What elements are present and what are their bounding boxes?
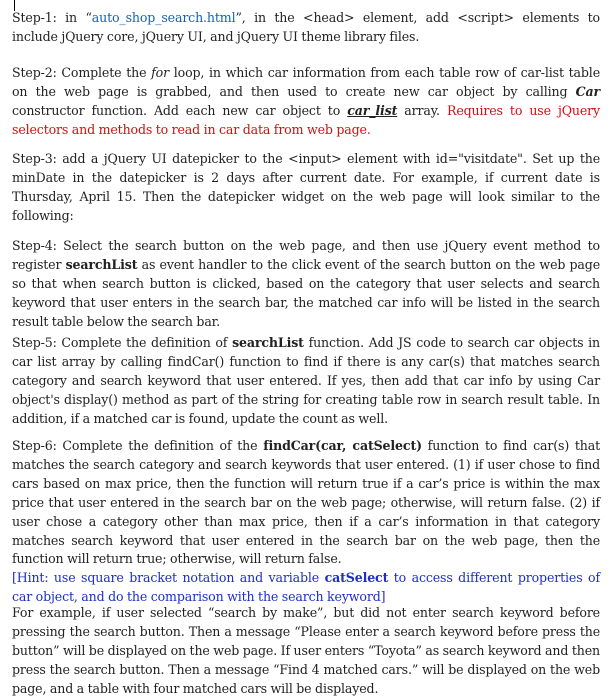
car-constructor-keyword: Car: [575, 83, 600, 99]
car-list-keyword: car_list: [347, 102, 398, 118]
example-paragraph: For example, if user selected “search by make”, but did not enter search keyword before pressing the search button. Then a message “Please enter a search keyword before press the button” will be displayed on the web page. If user enters “Toyota” as search keyword and then press the search button. Then a message “Find 4 matched cars.” will be displayed on the web page, and a table with four matched cars will be displayed.: [12, 605, 600, 696]
for-keyword: for: [151, 65, 169, 80]
step-2-text-b: loop, in which car information from each table row of car-list table on the web page is grabbed, and then used to create new car object by calling: [12, 65, 600, 99]
filename-link: auto_shop_search.html: [91, 10, 236, 25]
jquery-requirement-note: Requires to use jQuery selectors and methods to read in car data from web page.: [12, 102, 600, 137]
step-6-text-b: function to find car(s) that matches the search category and search keywords that user entered. (1) if user chose to find cars based on max price, then the function will return true if a car’s price is within the max price that user entered in the search bar on the web page; otherwise, will return false. (2) if user chose a category other than max price, then if a car’s information in that category matches search keyword that user entered in the search bar on the web page, then the function will return true; otherwise, will return false.: [12, 438, 600, 567]
step-4-text-b: as event handler to the click event of the search button on the web page so that when search button is clicked, based on the category that user selects and search keyword that user enters in the search bar, the matched car info will be listed in the search result table below the search bar.: [12, 256, 600, 329]
step-2-paragraph: [12, 64, 600, 140]
step-6-paragraph: [12, 437, 600, 607]
catselect-keyword: catSelect: [324, 570, 389, 586]
step-6-text-a: Step-6: Complete the definition of the: [12, 438, 264, 453]
step-3-paragraph: Step-3: add a jQuery UI datepicker to the <input> element with id="visitdate". Set up the minDate in the datepicker is 2 days after current date. For example, if current date is Thursday, April 15. Then the datepicker widget on the web page will look similar to the following:: [12, 151, 600, 223]
step-4-paragraph: [12, 237, 600, 332]
step-4-text-a: Step-4: Select the search button on the web page, and then use jQuery event method to register: [12, 238, 600, 272]
step-2-text-c: constructor function. Add each new car object to: [12, 102, 348, 118]
searchlist-keyword: searchList: [232, 335, 304, 350]
step-5-paragraph: [12, 334, 600, 429]
step-1-paragraph: [12, 9, 600, 47]
step-1-text-b: ”, in the <head> element, add <script> elements to include jQuery core, jQuery UI, and jQuery UI theme library files.: [12, 10, 600, 44]
step-5-text-b: function. Add JS code to search car objects in car list array by calling findCar() function to find if there is any car(s) that matches search category and search keyword that user entered. If yes, then add that car info by using Car object's display() method as part of the string for creating table row in search result table. In addition, if a matched car is found, update the count as well.: [12, 335, 600, 426]
findcar-keyword: findCar(car, catSelect): [263, 438, 422, 453]
searchlist-keyword: searchList: [65, 256, 138, 272]
step-2-text-a: Step-2: Complete the: [12, 65, 152, 80]
hint-text-a: [Hint: use square bracket notation and variable: [12, 570, 325, 586]
hint-note: [12, 570, 600, 604]
step-5-text-a: Step-5: Complete the definition of: [12, 335, 233, 350]
step-2-text-d: array.: [397, 102, 447, 118]
step-1-text-a: Step-1: in “: [12, 10, 92, 25]
hint-text-b: to access different properties of car object, and do the comparison with the search keyword]: [12, 570, 600, 605]
